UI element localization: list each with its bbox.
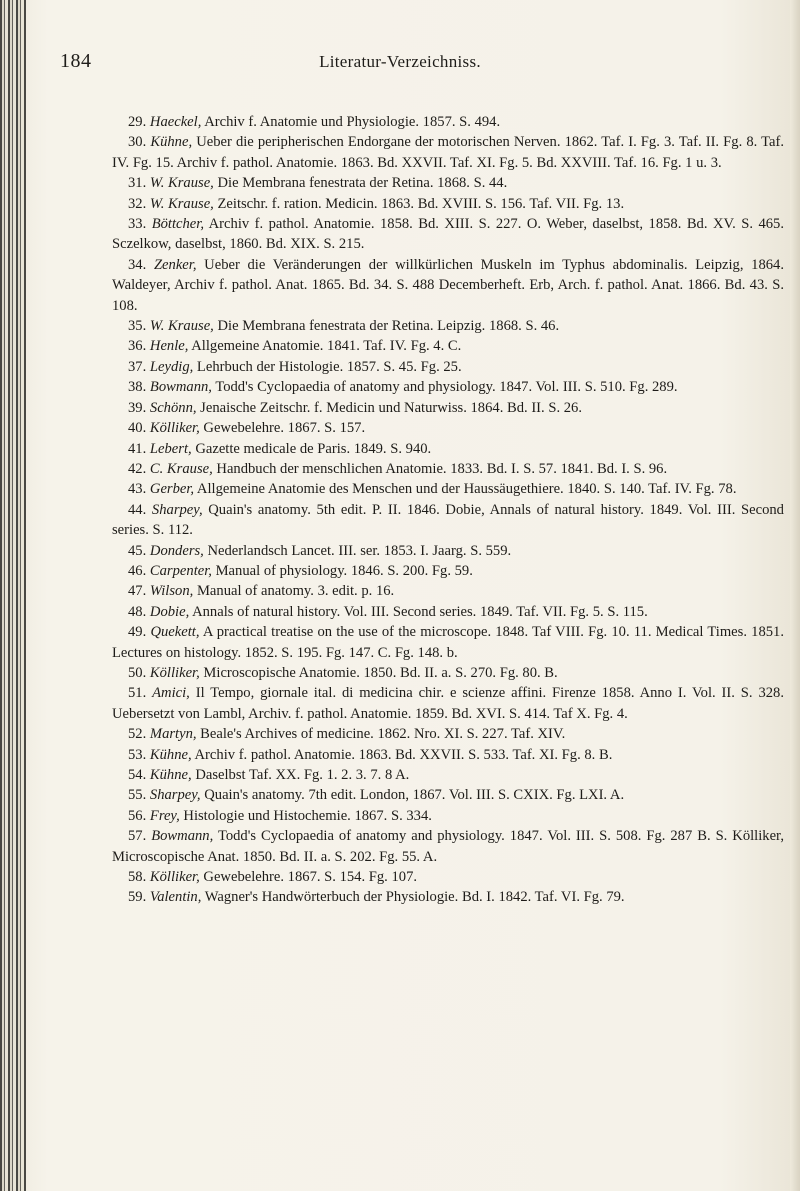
entry-author: Kühne,	[149, 767, 192, 783]
bibliography-entry	[112, 377, 784, 397]
entry-author: Böttcher,	[151, 216, 204, 233]
entry-text: Histologie und Histochemie. 1867. S. 334.	[179, 807, 432, 824]
entry-number: 45.	[128, 542, 147, 559]
entry-number: 54.	[128, 767, 147, 783]
entry-author: W. Krause,	[149, 318, 214, 335]
entry-text: Archiv f. pathol. Anatomie. 1863. Bd. XXVII. S. 533. Taf. XI. Fg. 8. B.	[191, 746, 613, 763]
entry-text: Manual of anatomy. 3. edit. p. 16.	[193, 583, 395, 600]
entry-number: 36.	[128, 338, 147, 355]
entry-text: Manual of physiology. 1846. S. 200. Fg. 59.	[211, 562, 473, 579]
entry-text: Wagner's Handwörterbuch der Physiologie. Bd. I. 1842. Taf. VI. Fg. 79.	[201, 889, 625, 906]
entry-number: 57.	[128, 828, 147, 845]
bibliography-entry	[112, 867, 784, 887]
bibliography-entry	[112, 745, 784, 765]
entry-author: Bowmann,	[151, 828, 214, 845]
entry-text: Nederlandsch Lancet. III. ser. 1853. I. Jaarg. S. 559.	[203, 542, 512, 559]
entry-text: Allgemeine Anatomie. 1841. Taf. IV. Fg. 4. C.	[188, 338, 462, 355]
bibliography-entry	[112, 826, 784, 867]
bibliography-entry	[112, 112, 784, 132]
bibliography-entry	[112, 398, 784, 418]
entry-text: Archiv f. Anatomie und Physiologie. 1857. S. 494.	[201, 114, 501, 130]
entry-number: 35.	[128, 318, 147, 335]
entry-text: Archiv f. pathol. Anatomie. 1858. Bd. XIII. S. 227. O. Weber, daselbst, 1858. Bd. XV. S. 465. Sczelkow, daselbst, 1860. Bd. XIX. S. 215.	[112, 216, 784, 253]
entry-text: Zeitschr. f. ration. Medicin. 1863. Bd. XVIII. S. 156. Taf. VII. Fg. 13.	[213, 195, 625, 212]
entry-author: Haeckel,	[149, 114, 202, 130]
entry-text: Jenaische Zeitschr. f. Medicin und Naturwiss. 1864. Bd. II. S. 26.	[196, 399, 582, 416]
entry-author: Henle,	[149, 338, 189, 355]
book-spine-edge	[0, 0, 26, 1191]
entry-number: 55.	[128, 787, 147, 804]
bibliography-entry	[112, 132, 784, 173]
entry-author: Martyn,	[149, 726, 197, 743]
bibliography-entry	[112, 887, 784, 907]
entry-number: 59.	[128, 889, 147, 906]
entry-author: Gerber,	[149, 481, 195, 498]
bibliography-entry	[112, 765, 784, 785]
bibliography-entry	[112, 581, 784, 601]
entry-author: Sharpey,	[149, 787, 201, 804]
entry-text: Todd's Cyclopaedia of anatomy and physiology. 1847. Vol. III. S. 508. Fg. 287 B. S. Kölliker, Microscopische Anat. 1850. Bd. II. a. S. 202. Fg. 55. A.	[112, 828, 784, 865]
entry-number: 29.	[128, 114, 147, 130]
entry-number: 38.	[128, 379, 147, 396]
entry-author: W. Krause,	[149, 175, 214, 192]
bibliography-entry	[112, 663, 784, 683]
entry-number: 52.	[128, 726, 147, 743]
bibliography-entry	[112, 255, 784, 316]
entry-text: Gazette medicale de Paris. 1849. S. 940.	[191, 440, 432, 457]
entry-author: Zenker,	[153, 256, 197, 273]
entry-author: Leydig,	[149, 358, 194, 375]
bibliography-entry	[112, 316, 784, 336]
entry-author: Valentin,	[149, 889, 202, 906]
entry-text: Annals of natural history. Vol. III. Second series. 1849. Taf. VII. Fg. 5. S. 115.	[189, 603, 648, 620]
entry-author: Kühne,	[150, 134, 193, 151]
entry-number: 37.	[128, 358, 147, 375]
bibliography-entry	[112, 357, 784, 377]
entry-number: 49.	[128, 624, 147, 641]
entry-text: Ueber die peripherischen Endorgane der motorischen Nerven. 1862. Taf. I. Fg. 3. Taf. II. Fg. 8. Taf. IV. Fg. 15. Archiv f. pathol. Anatomie. 1863. Bd. XXVII. Taf. XI. Fg. 5. Bd. XXVIII. Taf. 16. Fg. 1 u. 3.	[112, 134, 784, 171]
entry-text: Beale's Archives of medicine. 1862. Nro. XI. S. 227. Taf. XIV.	[196, 726, 566, 743]
entry-text: Quain's anatomy. 7th edit. London, 1867. Vol. III. S. CXIX. Fg. LXI. A.	[200, 787, 625, 804]
bibliography-list	[112, 112, 784, 908]
bibliography-entry	[112, 683, 784, 724]
bibliography-entry	[112, 785, 784, 805]
entry-text: Quain's anatomy. 5th edit. P. II. 1846. Dobie, Annals of natural history. 1849. Vol. III. Second series. S. 112.	[112, 501, 784, 539]
bibliography-entry	[112, 194, 784, 214]
entry-number: 46.	[128, 562, 147, 579]
entry-number: 43.	[128, 481, 147, 498]
entry-number: 51.	[128, 685, 147, 702]
entry-number: 39.	[128, 399, 147, 416]
bibliography-entry	[112, 500, 784, 541]
entry-author: Carpenter,	[149, 562, 212, 579]
entry-number: 41.	[128, 440, 147, 457]
entry-number: 56.	[128, 807, 147, 824]
entry-author: Wilson,	[149, 583, 194, 600]
page-header	[0, 50, 800, 80]
bibliography-entry	[112, 336, 784, 356]
bibliography-entry	[112, 439, 784, 459]
entry-text: Microscopische Anatomie. 1850. Bd. II. a. S. 270. Fg. 80. B.	[199, 664, 558, 681]
entry-number: 44.	[128, 501, 147, 518]
running-title: Literatur-Verzeichniss.	[319, 52, 481, 71]
entry-text: Lehrbuch der Histologie. 1857. S. 45. Fg. 25.	[193, 358, 462, 375]
entry-author: W. Krause,	[149, 195, 214, 212]
entry-text: Daselbst Taf. XX. Fg. 1. 2. 3. 7. 8 A.	[191, 767, 410, 783]
entry-author: Lebert,	[149, 440, 192, 457]
entry-text: Handbuch der menschlichen Anatomie. 1833. Bd. I. S. 57. 1841. Bd. I. S. 96.	[212, 460, 668, 477]
entry-text: Il Tempo, giornale ital. di medicina chir. e scienze affini. Firenze 1858. Anno I. Vol. II. S. 328. Uebersetzt von Lambl, Archiv. f. pathol. Anatomie. 1859. Bd. XVI. S. 414. Taf X. Fg. 4.	[112, 685, 784, 722]
bibliography-entry	[112, 602, 784, 622]
bibliography-entry	[112, 459, 784, 479]
entry-text: Gewebelehre. 1867. S. 157.	[199, 420, 366, 437]
entry-author: Kölliker,	[149, 664, 200, 681]
bibliography-entry	[112, 214, 784, 255]
entry-author: Donders,	[149, 542, 204, 559]
entry-number: 40.	[128, 420, 147, 437]
entry-text: Gewebelehre. 1867. S. 154. Fg. 107.	[199, 869, 418, 886]
entry-number: 50.	[128, 664, 147, 681]
page-number: 184	[60, 50, 92, 72]
entry-number: 34.	[128, 256, 147, 273]
entry-text: Die Membrana fenestrata der Retina. Leipzig. 1868. S. 46.	[213, 318, 560, 335]
entry-number: 53.	[128, 746, 147, 763]
entry-text: Die Membrana fenestrata der Retina. 1868. S. 44.	[213, 175, 508, 192]
entry-number: 58.	[128, 869, 147, 886]
entry-number: 32.	[128, 195, 147, 212]
page-edge	[790, 0, 800, 1191]
entry-author: Sharpey,	[151, 501, 203, 518]
entry-author: Quekett,	[150, 624, 200, 641]
entry-text: Todd's Cyclopaedia of anatomy and physiology. 1847. Vol. III. S. 510. Fg. 289.	[211, 379, 678, 396]
entry-number: 33.	[128, 216, 147, 233]
bibliography-entry	[112, 806, 784, 826]
bibliography-entry	[112, 418, 784, 438]
entry-text: Allgemeine Anatomie des Menschen und der Haussäugethiere. 1840. S. 140. Taf. IV. Fg. 78.	[194, 481, 737, 498]
bibliography-entry	[112, 561, 784, 581]
entry-author: Bowmann,	[149, 379, 212, 396]
bibliography-entry	[112, 173, 784, 193]
entry-author: Kölliker,	[149, 420, 200, 437]
bibliography-entry	[112, 724, 784, 744]
entry-author: Kühne,	[149, 746, 192, 763]
entry-author: Kölliker,	[149, 869, 200, 886]
entry-text: Ueber die Veränderungen der willkürlichen Muskeln im Typhus abdominalis. Leipzig, 1864. Waldeyer, Archiv f. pathol. Anat. 1865. Bd. 34. S. 488 Decemberheft. Erb, Arch. f. pathol. Anat. 1866. Bd. 43. S. 108.	[112, 256, 784, 314]
entry-author: Dobie,	[149, 603, 190, 620]
entry-number: 31.	[128, 175, 147, 192]
entry-number: 48.	[128, 603, 147, 620]
entry-author: Schönn,	[149, 399, 197, 416]
entry-author: Amici,	[152, 685, 190, 702]
bibliography-entry	[112, 541, 784, 561]
entry-number: 30.	[128, 134, 147, 151]
bibliography-entry	[112, 479, 784, 499]
entry-number: 47.	[128, 583, 147, 600]
bibliography-entry	[112, 622, 784, 663]
entry-author: Frey,	[149, 807, 180, 824]
entry-author: C. Krause,	[149, 460, 213, 477]
entry-text: A practical treatise on the use of the microscope. 1848. Taf VIII. Fg. 10. 11. Medical Times. 1851. Lectures on histology. 1852. S. 195. Fg. 147. C. Fg. 148. b.	[112, 624, 784, 661]
entry-number: 42.	[128, 460, 147, 477]
